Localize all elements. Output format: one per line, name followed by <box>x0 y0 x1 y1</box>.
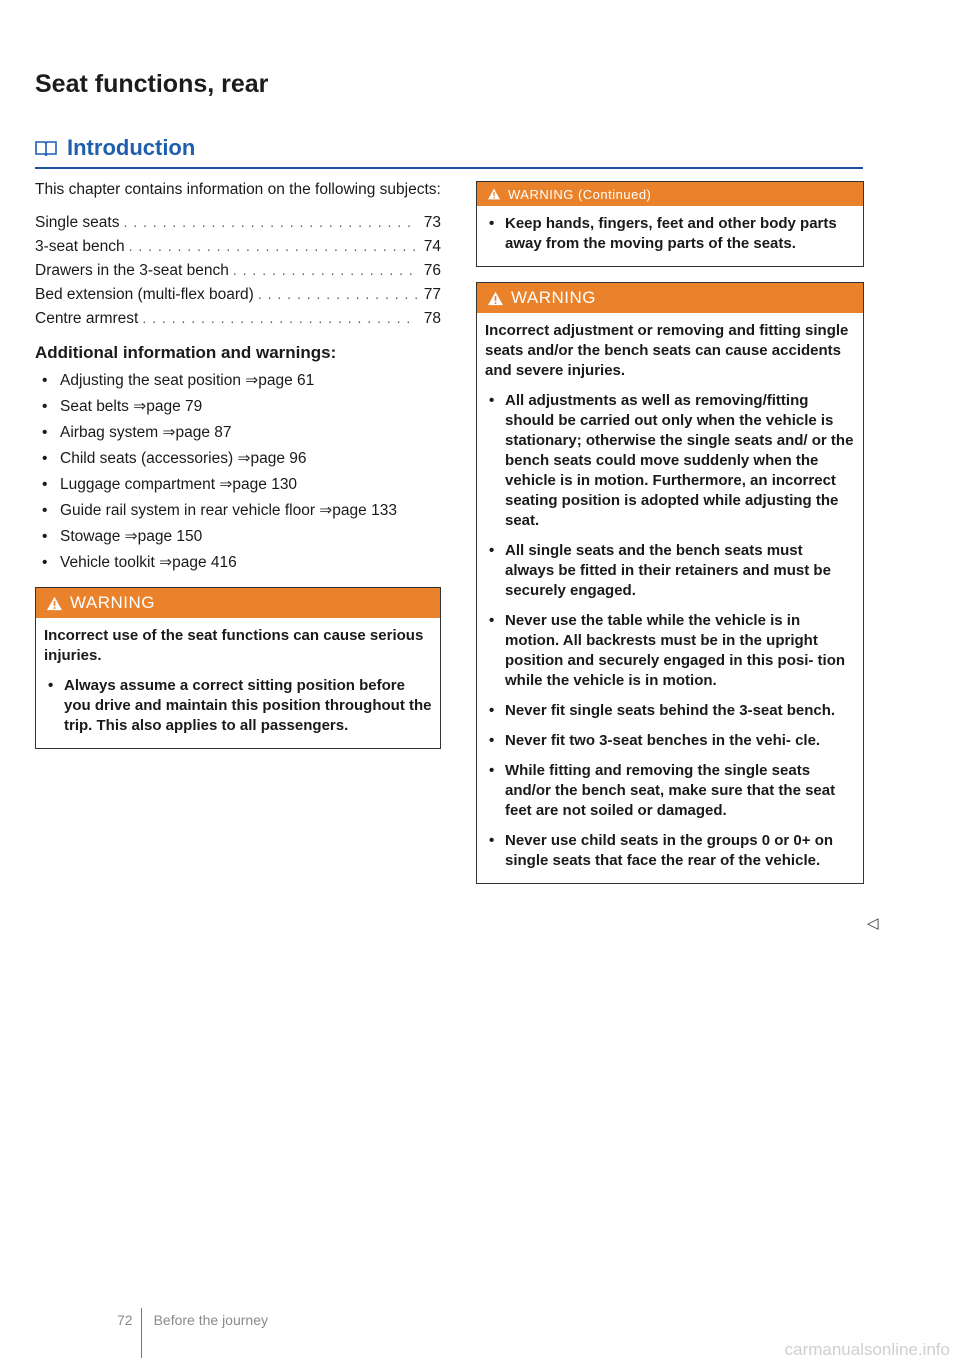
list-item-text: Luggage compartment <box>60 476 220 493</box>
toc-label: Drawers in the 3-seat bench <box>35 262 229 279</box>
arrow-icon: ⇒ <box>124 528 138 545</box>
list-item-text: Stowage <box>60 528 125 545</box>
warning-header <box>36 588 440 618</box>
toc-page: 74 <box>423 238 441 255</box>
right-column <box>476 181 864 884</box>
warning-bullet: • Never use child seats in the groups 0 or 0+ on single seats that face the rear of the vehicle. <box>485 831 855 871</box>
warning-header <box>477 283 863 313</box>
toc-page: 78 <box>423 310 441 327</box>
toc-list <box>35 212 441 329</box>
left-column <box>35 180 441 749</box>
page-link[interactable]: page 96 <box>250 450 307 467</box>
warning-title: WARNING (Continued) <box>508 186 652 202</box>
arrow-icon: ⇒ <box>219 476 233 493</box>
list-item <box>35 449 441 469</box>
page-link[interactable]: page 61 <box>258 372 315 389</box>
toc-row[interactable] <box>35 236 441 257</box>
toc-row[interactable] <box>35 284 441 305</box>
intro-text: This chapter contains information on the following subjects: <box>35 181 441 198</box>
toc-row[interactable] <box>35 308 441 329</box>
list-item-text: Guide rail system in rear vehicle floor <box>60 502 320 519</box>
additional-info-list <box>35 371 441 573</box>
warning-box-right <box>476 282 864 884</box>
list-item <box>35 501 441 521</box>
page-link[interactable]: page 150 <box>137 528 203 545</box>
toc-leader <box>142 308 417 328</box>
warning-body <box>477 206 863 266</box>
list-item-text: Airbag system <box>60 424 163 441</box>
list-item <box>35 371 441 391</box>
arrow-icon: ⇒ <box>162 424 176 441</box>
toc-page: 76 <box>423 262 441 279</box>
warning-bullet: • Always assume a correct sitting position before you drive and maintain this position throughout the trip. This also applies to all passengers. <box>44 676 432 736</box>
arrow-icon: ⇒ <box>159 554 173 571</box>
list-item <box>35 397 441 417</box>
warning-header <box>477 182 863 206</box>
warning-body <box>36 618 440 748</box>
toc-page: 77 <box>423 286 441 303</box>
warning-box-left <box>35 587 441 749</box>
arrow-icon: ⇒ <box>133 398 147 415</box>
warning-bullet: • Keep hands, fingers, feet and other body parts away from the moving parts of the seats. <box>485 214 855 254</box>
page-number: 72 <box>117 1312 133 1328</box>
page-link[interactable]: page 79 <box>146 398 203 415</box>
list-item <box>35 475 441 495</box>
toc-leader <box>129 236 417 256</box>
toc-leader <box>258 284 417 304</box>
section-title: Introduction <box>67 135 196 160</box>
arrow-icon: ⇒ <box>245 372 259 389</box>
warning-title: WARNING <box>70 593 156 612</box>
warning-triangle-icon <box>46 596 63 611</box>
toc-label: 3-seat bench <box>35 238 125 255</box>
list-item-text: Vehicle toolkit <box>60 554 160 571</box>
end-of-section-icon: ◁ <box>867 915 879 932</box>
toc-label: Bed extension (multi-flex board) <box>35 286 254 303</box>
warning-triangle-icon <box>487 291 504 306</box>
watermark: carmanualsonline.info <box>784 1340 950 1359</box>
page-footer <box>117 1312 268 1358</box>
toc-row[interactable] <box>35 212 441 233</box>
toc-leader <box>233 260 417 280</box>
list-item <box>35 423 441 443</box>
list-item-text: Adjusting the seat position <box>60 372 246 389</box>
page-link[interactable]: page 87 <box>175 424 232 441</box>
list-item <box>35 553 441 573</box>
additional-info-heading: Additional information and warnings: <box>35 343 337 362</box>
warning-bullet: • Never fit two 3-seat benches in the vehi- cle. <box>485 731 855 751</box>
arrow-icon: ⇒ <box>237 450 251 467</box>
warning-triangle-icon <box>487 188 501 200</box>
warning-box-continued <box>476 181 864 267</box>
list-item-text: Seat belts <box>60 398 134 415</box>
arrow-icon: ⇒ <box>319 502 333 519</box>
book-icon <box>35 140 57 156</box>
toc-label: Single seats <box>35 214 120 231</box>
footer-divider <box>141 1308 142 1358</box>
warning-title: WARNING <box>511 288 597 307</box>
page-link[interactable]: page 130 <box>232 476 298 493</box>
toc-page: 73 <box>423 214 441 231</box>
warning-bullet: • While fitting and removing the single seats and/or the bench seat, make sure that the seat feet are not soiled or damaged. <box>485 761 855 821</box>
page-link[interactable]: page 416 <box>172 554 237 571</box>
page-title: Seat functions, rear <box>35 70 269 98</box>
warning-bullet: • Never fit single seats behind the 3-seat bench. <box>485 701 855 721</box>
warning-bullet: • Never use the table while the vehicle is in motion. All backrests must be in the upright position and securely engaged in this posi- tion while the vehicle is in motion. <box>485 611 855 691</box>
toc-label: Centre armrest <box>35 310 139 327</box>
list-item <box>35 527 441 547</box>
toc-row[interactable] <box>35 260 441 281</box>
list-item-text: Child seats (accessories) <box>60 450 238 467</box>
warning-body <box>477 313 863 883</box>
warning-intro: Incorrect use of the seat functions can cause serious injuries. <box>44 627 424 664</box>
page-link[interactable]: page 133 <box>332 502 397 519</box>
chapter-name: Before the journey <box>153 1312 268 1328</box>
warning-bullet: • All adjustments as well as removing/fitting should be carried out only when the vehicle is stationary; otherwise the single seats and/ or the bench seats could move suddenly when the vehicle is in motion. Furthermore, an incorrect seating position is adopted while adjusting the seat. <box>485 391 855 531</box>
warning-intro: Incorrect adjustment or removing and fitting single seats and/or the bench seats can cause accidents and severe injuries. <box>485 322 849 379</box>
section-heading <box>35 135 863 169</box>
toc-leader <box>123 212 417 232</box>
warning-bullet: • All single seats and the bench seats must always be fitted in their retainers and must be securely engaged. <box>485 541 855 601</box>
